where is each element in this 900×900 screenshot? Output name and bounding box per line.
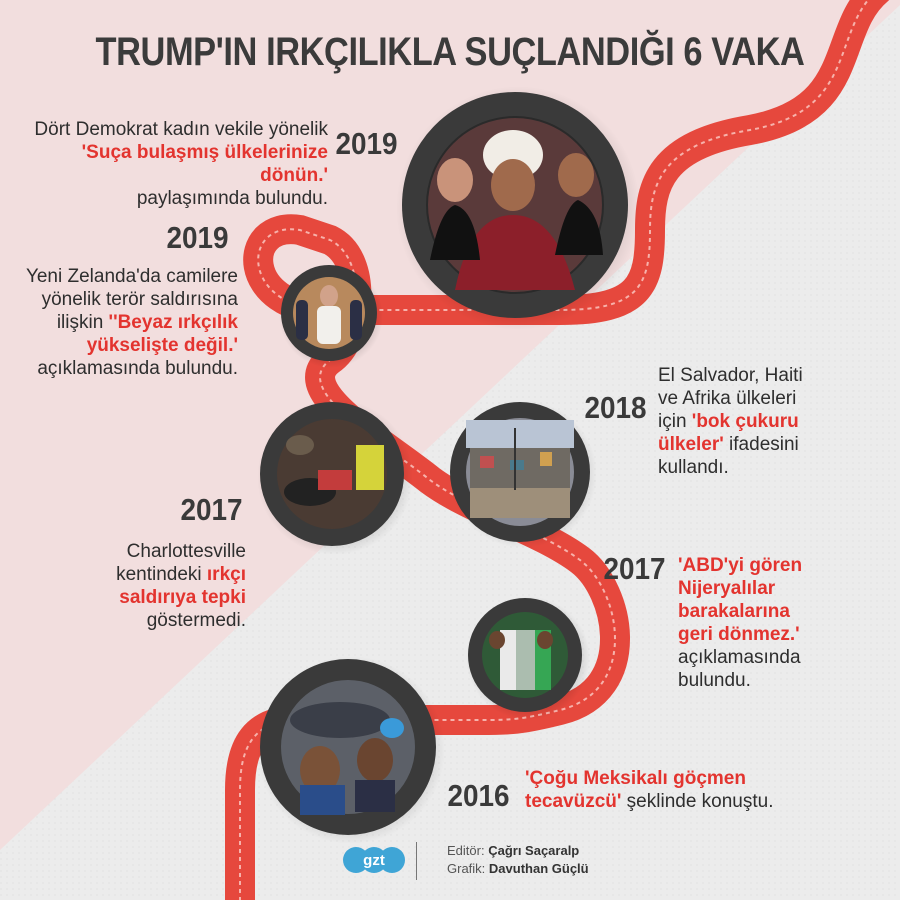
case-6-year: 2016 xyxy=(447,778,510,813)
case-1-year: 2019 xyxy=(335,126,398,161)
case-5-year: 2017 xyxy=(603,551,666,586)
description-line xyxy=(525,767,825,790)
case-4-description xyxy=(10,540,246,632)
footer-separator xyxy=(416,842,417,880)
description-line xyxy=(678,669,893,692)
quote-text: Nijeryalılar xyxy=(678,578,776,599)
quote-text: ülkeler' xyxy=(658,434,724,455)
editor-line xyxy=(447,842,589,860)
editor-label: Editör: xyxy=(447,843,485,858)
description-line xyxy=(10,141,328,187)
case-1-description xyxy=(10,118,328,210)
description-line xyxy=(658,410,898,433)
photo-circle-5 xyxy=(466,596,590,720)
description-line xyxy=(10,187,328,210)
description-text: açıklamasında xyxy=(678,647,801,668)
description-line xyxy=(10,311,238,334)
description-text: kentindeki xyxy=(116,564,207,585)
description-line xyxy=(525,790,825,813)
description-line xyxy=(10,586,246,609)
gzt-logo xyxy=(342,846,406,874)
quote-text: ''Beyaz ırkçılık xyxy=(108,312,238,333)
quote-text: tecavüzcü' xyxy=(525,791,622,812)
quote-text: barakalarına xyxy=(678,601,790,622)
description-line xyxy=(10,334,238,357)
description-text: paylaşımında bulundu. xyxy=(136,188,328,209)
description-text: şeklinde konuştu. xyxy=(621,791,774,812)
description-line xyxy=(678,623,893,646)
description-text: ifadesini xyxy=(723,434,799,455)
case-2-year: 2019 xyxy=(166,220,229,255)
quote-text: 'ABD'yi gören xyxy=(678,555,803,576)
case-2-description xyxy=(10,265,238,380)
case-6-description xyxy=(525,767,825,813)
description-line xyxy=(10,265,238,288)
description-line xyxy=(10,540,246,563)
photo-circle-1 xyxy=(396,86,640,330)
description-line xyxy=(678,577,893,600)
description-text: Charlottesville xyxy=(126,541,246,562)
editor-name: Çağrı Saçaralp xyxy=(488,843,580,858)
description-line xyxy=(658,364,898,387)
description-text: bulundu. xyxy=(678,670,751,691)
graphic-line xyxy=(447,860,589,878)
photo-circle-2 xyxy=(279,264,383,368)
description-line xyxy=(658,387,898,410)
description-line xyxy=(678,600,893,623)
description-line xyxy=(658,456,898,479)
quote-text: ırkçı xyxy=(206,564,246,585)
description-text: Yeni Zelanda'da camilere xyxy=(25,266,238,287)
description-text: ve Afrika ülkeleri xyxy=(658,388,797,409)
description-line xyxy=(678,554,893,577)
quote-text: yükselişte değil.' xyxy=(86,335,238,356)
quote-text: 'Suça bulaşmış ülkelerinize dönün.' xyxy=(81,142,328,186)
quote-text: geri dönmez.' xyxy=(678,624,800,645)
case-3-year: 2018 xyxy=(584,390,647,425)
quote-text: 'bok çukuru xyxy=(691,411,799,432)
case-5-description xyxy=(678,554,893,692)
description-line xyxy=(678,646,893,669)
description-line xyxy=(658,433,898,456)
gzt-logo-text: gzt xyxy=(363,852,385,869)
description-text: El Salvador, Haiti xyxy=(658,365,803,386)
page-title: TRUMP'IN IRKÇILIKLA SUÇLANDIĞI 6 VAKA xyxy=(95,30,805,74)
case-4-year: 2017 xyxy=(180,492,243,527)
description-line xyxy=(10,288,238,311)
description-text: yönelik terör saldırısına xyxy=(41,289,238,310)
description-text: ilişkin xyxy=(56,312,109,333)
description-text: göstermedi. xyxy=(146,610,246,631)
graphic-label: Grafik: xyxy=(447,861,486,876)
quote-text: 'Çoğu Meksikalı göçmen xyxy=(525,768,746,789)
description-text: için xyxy=(658,411,692,432)
description-text: açıklamasında bulundu. xyxy=(37,358,238,379)
credits xyxy=(447,842,589,878)
graphic-name: Davuthan Güçlü xyxy=(488,861,589,876)
description-text: Dört Demokrat kadın vekile yönelik xyxy=(34,119,328,140)
description-text: kullandı. xyxy=(658,457,729,478)
description-line xyxy=(10,563,246,586)
photo-circle-6 xyxy=(257,656,445,844)
photo-circle-3 xyxy=(257,399,413,555)
case-3-description xyxy=(658,364,898,479)
photo-circle-4 xyxy=(449,400,597,548)
description-line xyxy=(10,609,246,632)
quote-text: saldırıya tepki xyxy=(119,587,246,608)
description-line xyxy=(10,118,328,141)
description-line xyxy=(10,357,238,380)
